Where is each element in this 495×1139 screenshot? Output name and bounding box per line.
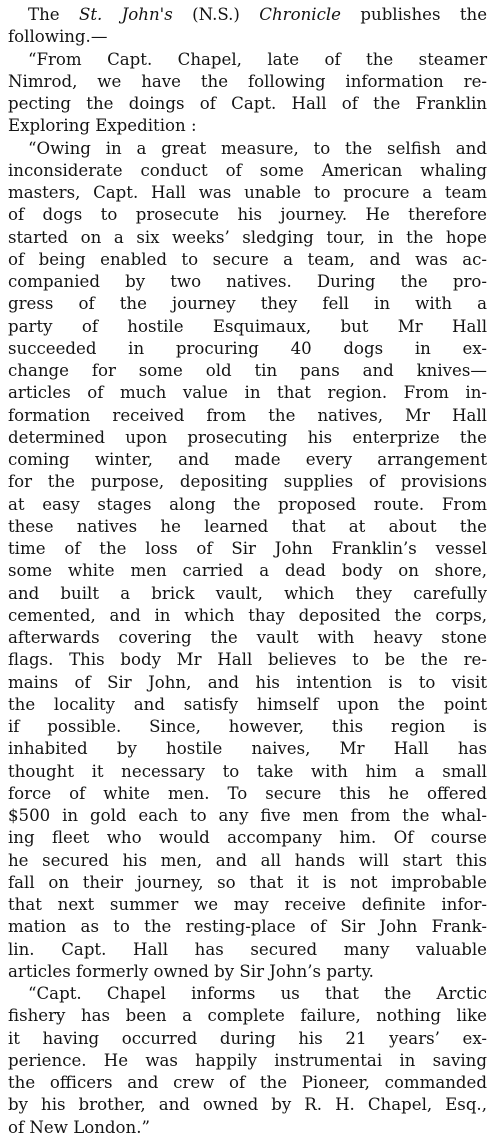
newspaper-name: St. John's <box>78 5 173 24</box>
article-line: Nimrod, we have the following information re- <box>8 71 487 91</box>
intro-line: The St. John's (N.S.) Chronicle publishes the <box>28 5 488 24</box>
article-line: these natives he learned that at about the <box>8 516 487 536</box>
article-line: thought it necessary to take with him a small <box>8 761 487 781</box>
article-line: lin. Capt. Hall has secured many valuable <box>8 939 487 959</box>
article-line: pecting the doings of Capt. Hall of the Franklin <box>8 94 487 113</box>
article-line: some white men carried a dead body on shore, <box>8 561 487 581</box>
article-line: the locality and satisfy himself upon the point <box>8 694 487 714</box>
article-line: following.— <box>8 27 108 47</box>
article-line: coming winter, and made every arrangement <box>8 450 487 469</box>
article-line: at easy stages along the proposed route. From <box>8 494 487 514</box>
article-line: Exploring Expedition : <box>8 116 197 136</box>
article-line: by his brother, and owned by R. H. Chapel, Esq., <box>8 1095 487 1115</box>
article-line: the officers and crew of the Pioneer, commanded <box>8 1073 487 1092</box>
article-line: articles formerly owned by Sir John’s party. <box>8 961 374 981</box>
article-line: “Capt. Chapel informs us that the Arctic <box>28 984 487 1003</box>
article-line: articles of much value in that region. From in- <box>8 383 487 403</box>
article-line: inhabited by hostile naives, Mr Hall has <box>8 739 487 759</box>
article-line: force of white men. To secure this he offered <box>8 783 487 803</box>
article-line: if possible. Since, however, this region is <box>8 717 487 736</box>
article-line: masters, Capt. Hall was unable to procure a team <box>8 183 487 202</box>
article-line: and built a brick vault, which they carefully <box>8 583 487 603</box>
article-line: inconsiderate conduct of some American whaling <box>8 160 487 180</box>
article-line: companied by two natives. During the pro- <box>8 272 487 291</box>
article-line: determined upon prosecuting his enterprize the <box>8 427 487 447</box>
article-line: fishery has been a complete failure, nothing like <box>8 1006 487 1026</box>
article-line: formation received from the natives, Mr Hall <box>8 405 487 425</box>
article-line: “Owing in a great measure, to the selfish and <box>28 138 487 158</box>
article-line: it having occurred during his 21 years’ ex- <box>8 1028 487 1048</box>
article-line: of New London.” <box>8 1117 150 1137</box>
newspaper-chronicle: Chronicle <box>259 5 341 24</box>
article-line: “From Capt. Chapel, late of the steamer <box>28 49 487 69</box>
article-line: mation as to the resting-place of Sir John Frank- <box>8 917 487 937</box>
article-line: fall on their journey, so that it is not improbable <box>8 872 487 892</box>
article-line: succeeded in procuring 40 dogs in ex- <box>8 338 487 358</box>
article-line: change for some old tin pans and knives— <box>8 361 487 380</box>
article-line: afterwards covering the vault with heavy stone <box>8 628 487 647</box>
article-line: started on a six weeks’ sledging tour, in the hope <box>8 227 487 247</box>
article-line: he secured his men, and all hands will start this <box>8 850 487 870</box>
article-line: ing fleet who would accompany him. Of course <box>8 828 487 848</box>
article-line: time of the loss of Sir John Franklin’s vessel <box>8 539 487 558</box>
article-line: of being enabled to secure a team, and was ac- <box>8 249 487 269</box>
article-line: mains of Sir John, and his intention is to visit <box>8 672 487 692</box>
article-line: flags. This body Mr Hall believes to be the re- <box>8 650 487 670</box>
article-line: for the purpose, depositing supplies of provisions <box>8 472 487 492</box>
article-line: cemented, and in which thay deposited the corps, <box>8 605 487 625</box>
article-line: gress of the journey they fell in with a <box>8 294 487 314</box>
article-line: of dogs to prosecute his journey. He therefore <box>8 205 487 225</box>
article-line: perience. He was happily instrumentai in saving <box>8 1050 487 1070</box>
article-line: $500 in gold each to any five men from the whal- <box>8 806 487 825</box>
article-line: that next summer we may receive definite infor- <box>8 895 487 914</box>
article-line: party of hostile Esquimaux, but Mr Hall <box>8 316 487 336</box>
